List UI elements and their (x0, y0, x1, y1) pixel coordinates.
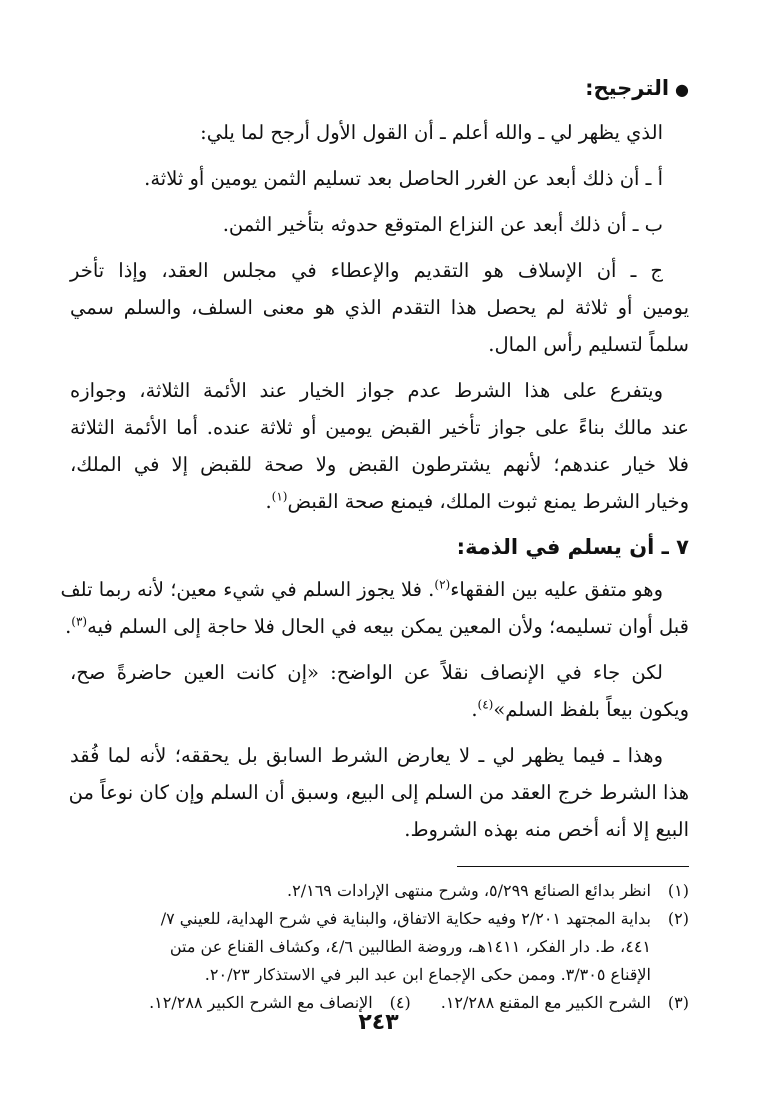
footnote-number: (٣) (667, 993, 689, 1012)
footnote-ref: (٣) (71, 614, 88, 629)
text-line (60, 571, 689, 608)
text-segment: قبل أوان تسليمه؛ ولأن المعين يمكن بيعه في الحال فلا حاجة إلى السلم فيه (87, 615, 689, 638)
section-heading-tarjih (70, 70, 689, 108)
footnote-ref: (١) (271, 489, 288, 504)
paragraph-khiyar (70, 372, 689, 520)
page-number: ٢٤٣ (358, 1010, 399, 1035)
text-segment: وخيار الشرط يمنع ثبوت الملك، فيمنع صحة القبض (287, 490, 689, 513)
footnote-text: الشرح الكبير مع المقنع ١٢/٢٨٨. (440, 993, 651, 1012)
footnote-2-continuation: ٤٤١، ط. دار الفكر، ١٤١١هـ، وروضة الطالبين ٤/٦، وكشاف القناع عن متن (169, 937, 651, 956)
paragraph-point-b (70, 206, 689, 243)
footnotes (70, 877, 689, 1017)
footnote-1 (70, 877, 689, 905)
text-line: ويتفرع على هذا الشرط عدم جواز الخيار عند الأئمة الثلاثة، وجوازه (70, 379, 663, 402)
text-line: الذي يظهر لي ـ والله أعلم ـ أن القول الأول أرجح لما يلي: (200, 121, 663, 144)
footnote-ref: (٢) (434, 577, 451, 592)
footnote-number: (٤) (389, 993, 411, 1012)
footnote-2-continuation: الإقناع ٣/٣٠٥. وممن حكى الإجماع ابن عبد البر في الاستذكار ٢٠/٢٣. (204, 965, 651, 984)
text-line (70, 483, 689, 520)
paragraph-point-a (70, 160, 689, 197)
paragraph-point-c (70, 252, 689, 363)
text-line: هذا الشرط خرج العقد من السلم إلى البيع، وسبق أن السلم وإن كان نوعاً من (68, 781, 689, 804)
text-line (70, 691, 689, 728)
paragraph-intro (70, 114, 689, 151)
text-line: ج ـ أن الإسلاف هو التقديم والإعطاء في مجلس العقد، وإذا تأخر (70, 259, 663, 282)
heading-text: الترجيح: (585, 76, 670, 100)
footnote-text: انظر بدائع الصنائع ٥/٢٩٩، وشرح منتهى الإرادات ٢/١٦٩. (287, 881, 651, 900)
bullet-icon: ● (675, 80, 689, 99)
paragraph-conclusion (70, 737, 689, 848)
paragraph-agreed (60, 571, 689, 645)
text-segment: ويكون بيعاً بلفظ السلم» (493, 698, 689, 721)
text-line: يومين أو ثلاثة لم يحصل هذا التقدم الذي هو معنى السلف، والسلم سمي (70, 296, 689, 319)
text-line: فلا خيار عندهم؛ لأنهم يشترطون القبض ولا صحة للقبض إلا في الملك، (70, 453, 689, 476)
text-line (65, 608, 689, 645)
footnote-text: الإنصاف مع الشرح الكبير ١٢/٢٨٨. (149, 993, 373, 1012)
footnote-text: بداية المجتهد ٢/٢٠١ وفيه حكاية الاتفاق، والبناية في شرح الهداية، للعيني ٧/ (160, 909, 651, 928)
text-segment: وهو متفق عليه بين الفقهاء (450, 578, 663, 601)
text-line: البيع إلا أنه أخص منه بهذه الشروط. (404, 818, 689, 841)
text-segment: . (265, 490, 272, 513)
footnote-separator (457, 866, 689, 867)
footnote-ref: (٤) (477, 697, 494, 712)
text-line: عند مالك بناءً على جواز تأخير القبض يومين أو ثلاثة عنده. أما الأئمة الثلاثة (70, 416, 689, 439)
paragraph-insaf (70, 654, 689, 728)
text-line: سلماً لتسليم رأس المال. (488, 333, 689, 356)
footnote-number: (٢) (667, 909, 689, 928)
text-segment: . (65, 615, 72, 638)
text-line: أ ـ أن ذلك أبعد عن الغرر الحاصل بعد تسليم الثمن يومين أو ثلاثة. (144, 167, 663, 190)
footnote-number: (١) (667, 881, 689, 900)
text-segment: . فلا يجوز السلم في شيء معين؛ لأنه ربما تلف (60, 578, 435, 601)
footnote-2 (70, 905, 689, 933)
text-segment: . (471, 698, 478, 721)
section-heading-dhimma: ٧ ـ أن يسلم في الذمة: (456, 535, 689, 559)
text-line: وهذا ـ فيما يظهر لي ـ لا يعارض الشرط السابق بل يحققه؛ لأنه لما فُقد (70, 744, 663, 767)
text-line: ب ـ أن ذلك أبعد عن النزاع المتوقع حدوثه بتأخير الثمن. (222, 213, 663, 236)
text-line: لكن جاء في الإنصاف نقلاً عن الواضح: «إن كانت العين حاضرةً صح، (70, 661, 663, 684)
